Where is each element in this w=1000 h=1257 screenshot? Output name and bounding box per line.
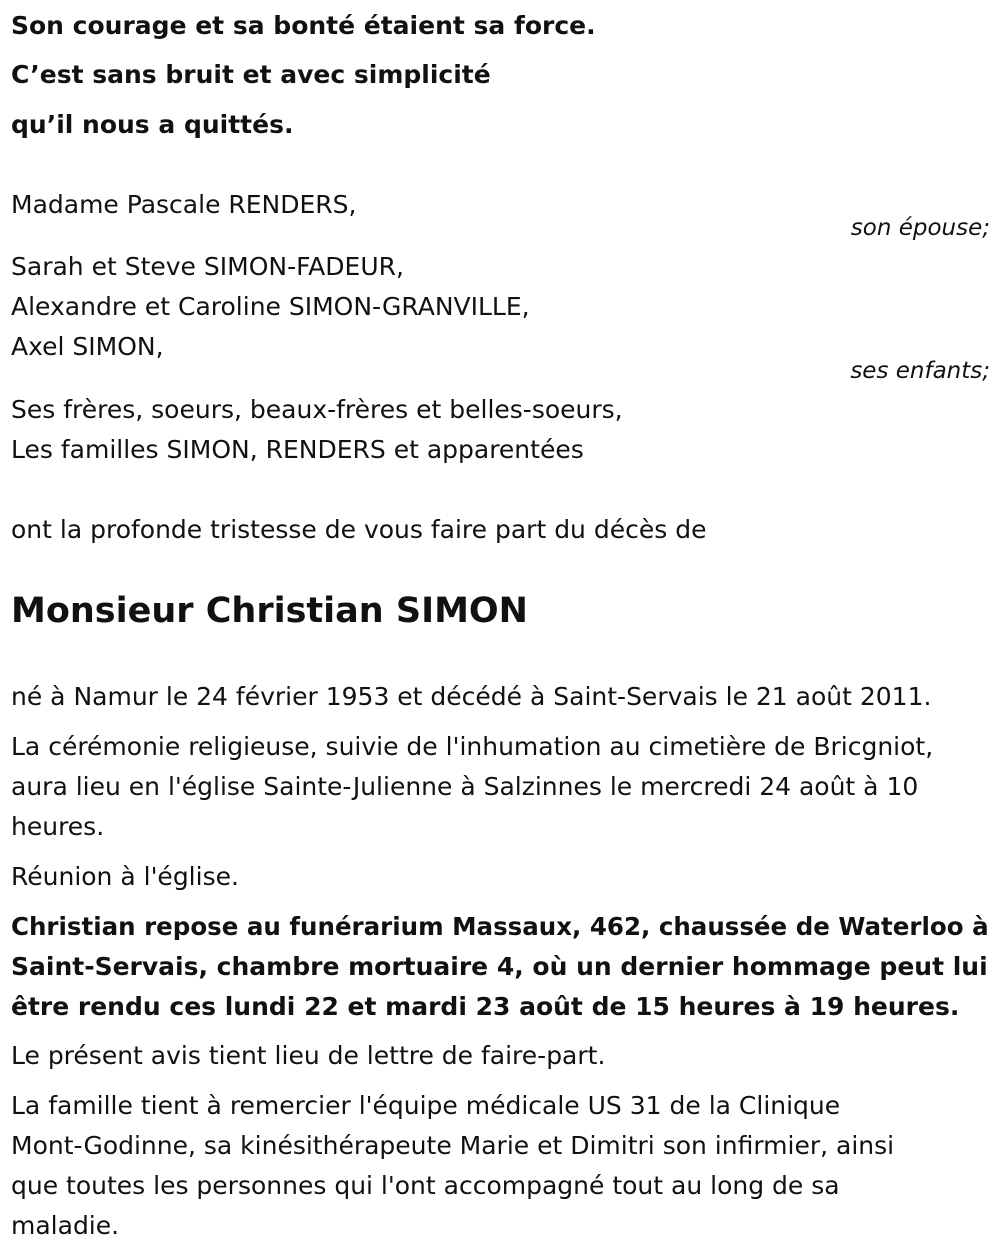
family-line: Ses frères, soeurs, beaux-frères et belles-soeurs, — [11, 395, 623, 424]
birth-death: né à Namur le 24 février 1953 et décédé à Saint-Servais le 21 août 2011. — [11, 682, 932, 711]
family-line: Les familles SIMON, RENDERS et apparentées — [11, 435, 584, 464]
notice: Le présent avis tient lieu de lettre de faire-part. — [11, 1041, 606, 1070]
announcement: ont la profonde tristesse de vous faire part du décès de — [11, 515, 707, 544]
funerarium-line: être rendu ces lundi 22 et mardi 23 août de 15 heures à 19 heures. — [11, 992, 960, 1021]
child-name: Axel SIMON, — [11, 332, 164, 361]
epigraph-line: C’est sans bruit et avec simplicité — [11, 60, 491, 89]
child-name: Alexandre et Caroline SIMON-GRANVILLE, — [11, 292, 530, 321]
epigraph-line: qu’il nous a quittés. — [11, 110, 294, 139]
ceremony-line: heures. — [11, 812, 105, 841]
children-role: ses enfants; — [850, 358, 990, 384]
meeting: Réunion à l'église. — [11, 862, 239, 891]
thanks-line: que toutes les personnes qui l'ont accompagné tout au long de sa — [11, 1171, 840, 1200]
deceased-name: Monsieur Christian SIMON — [11, 591, 528, 631]
ceremony-line: aura lieu en l'église Sainte-Julienne à Salzinnes le mercredi 24 août à 10 — [11, 772, 919, 801]
spouse-name: Madame Pascale RENDERS, — [11, 190, 357, 219]
funerarium-line: Christian repose au funérarium Massaux, 462, chaussée de Waterloo à — [11, 912, 989, 941]
child-name: Sarah et Steve SIMON-FADEUR, — [11, 252, 404, 281]
funerarium-line: Saint-Servais, chambre mortuaire 4, où un dernier hommage peut lui — [11, 952, 988, 981]
thanks-line: La famille tient à remercier l'équipe médicale US 31 de la Clinique — [11, 1091, 841, 1120]
ceremony-line: La cérémonie religieuse, suivie de l'inhumation au cimetière de Bricgniot, — [11, 732, 934, 761]
thanks-line: maladie. — [11, 1211, 120, 1240]
spouse-role: son épouse; — [850, 215, 990, 241]
thanks-line: Mont-Godinne, sa kinésithérapeute Marie et Dimitri son infirmier, ainsi — [11, 1131, 895, 1160]
epigraph-line: Son courage et sa bonté étaient sa force. — [11, 11, 596, 40]
